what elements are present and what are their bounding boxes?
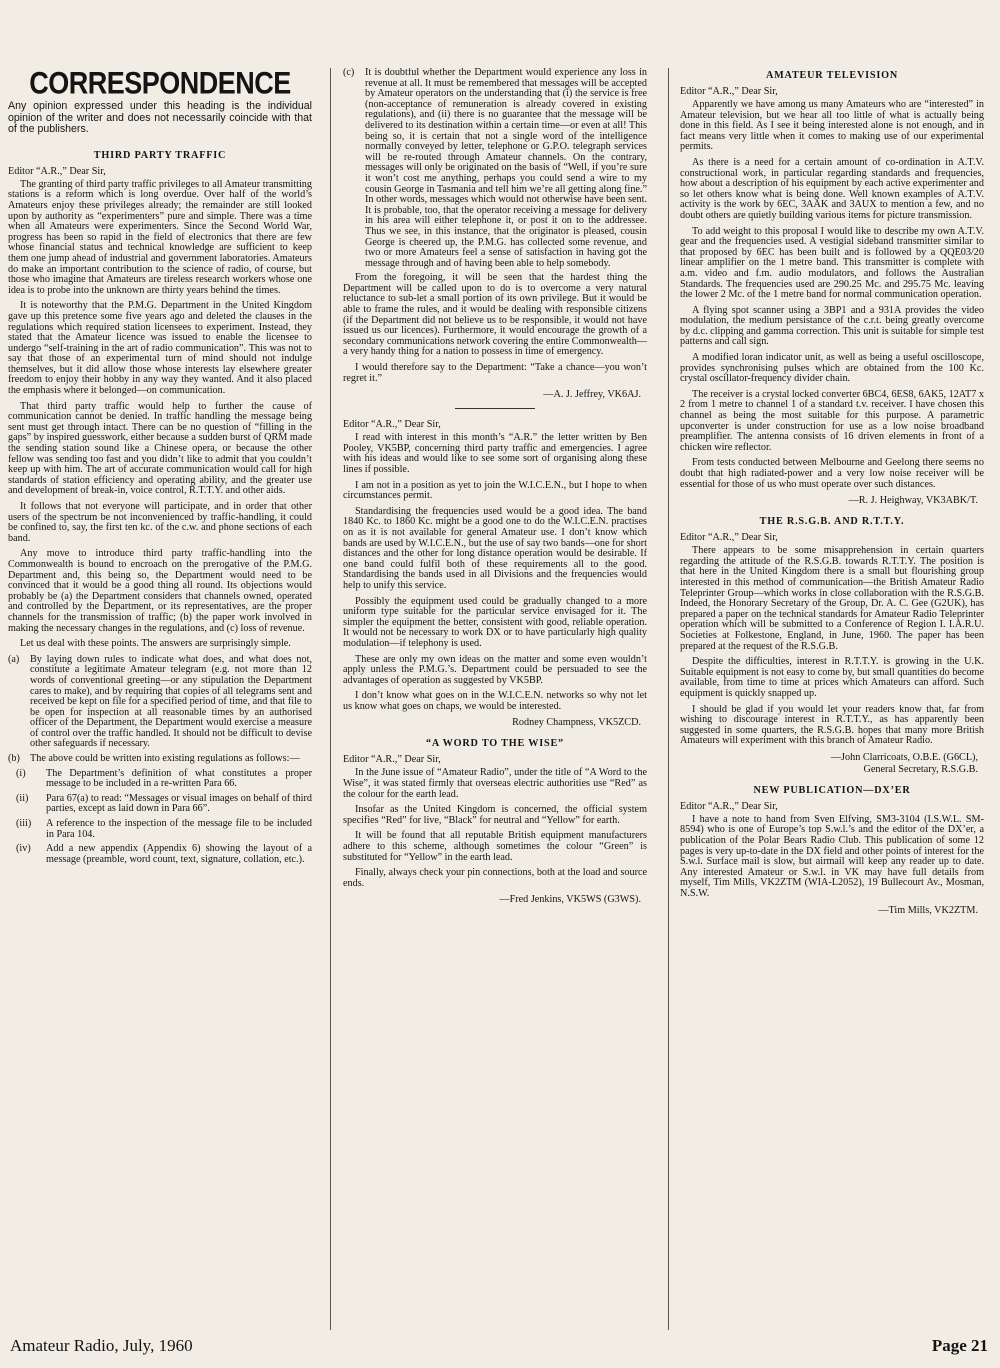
list-item — [16, 769, 312, 790]
paragraph: Finally, always check your pin connections, both at the load and source ends. — [343, 867, 647, 889]
list-label: (a) — [8, 653, 20, 665]
list-label: (i) — [16, 767, 26, 779]
list-text: Add a new appendix (Appendix 6) showing the layout of a message (preamble, word count, text, signature, collation, etc.). — [46, 843, 312, 865]
list-text: A reference to the inspection of the message file to be included in Para 104. — [46, 818, 312, 840]
list-text: By laying down rules to indicate what does, and what does not, constitute a legitimate Amateur telegram (e.g. not more than 12 words of conventional greeting—or any stipulation the Department cares to make), and by requiring that copies of all telegrams sent and received be kept on file for a specified period of time, and that file to be open for inspection at all reasonable times by an authorised officer of the Department, the Department would exercise a measure of control over the traffic handled. It should not be difficult to devise other safeguards if necessary. — [30, 653, 312, 750]
paragraph: These are only my own ideas on the matter and some even wouldn’t apply unless the P.M.G.’s. Department could be persuaded to see the advantages of operation as suggested by VK5BP. — [343, 653, 647, 686]
paragraph: Let us deal with these points. The answers are surprisingly simple. — [20, 638, 291, 650]
list-label: (b) — [8, 753, 20, 765]
paragraph: From tests conducted between Melbourne and Geelong there seems no doubt that high radiated-power and a very low noise receiver will be essential for those of us who must operate over such distances. — [680, 457, 984, 490]
letter-title: THE R.S.G.B. AND R.T.T.Y. — [759, 516, 905, 528]
list-item — [16, 819, 312, 840]
letter-title: NEW PUBLICATION—DX’ER — [753, 784, 911, 796]
paragraph: Standardising the frequencies used would be a good idea. The band 1840 Kc. to 1860 Kc. might be a good one to do the W.I.C.E.N. practises on as it is not available for general Amateur use. I don’t know which bands are used by W.I.C.E.N., but the use of say two bands—one for short distances and the other for long distance operation would be desirable. If one band could fulfil both of these requirements all to the good. Standardising the bands used in all Divisions and the frequencies would help to unify this service. — [343, 505, 647, 591]
letter-greeting: Editor “A.R.,” Dear Sir, — [680, 86, 778, 97]
paragraph: I would therefore say to the Department: “Take a chance—you won’t regret it.” — [343, 362, 647, 384]
list-label: (ii) — [16, 792, 29, 804]
letter-signature: —Fred Jenkins, VK5WS (G3WS). — [499, 894, 641, 906]
letter-greeting: Editor “A.R.,” Dear Sir, — [8, 165, 106, 177]
list-item — [8, 655, 312, 750]
column-right — [680, 68, 984, 1330]
paragraph: The receiver is a crystal locked converter 6BC4, 6ES8, 6AK5, 12AT7 x 2 from 1 metre to channel 1 of a standard t.v. receiver. I have chosen this channel as being the most suitable for this purpose. A parametric upconverter is under construction for use as a low noise broadband preamplifier. The antenna consists of 16 driven elements in front of a chicken wire reflector. — [680, 388, 984, 453]
paragraph: It follows that not everyone will participate, and in order that other users of the spectrum be not inconvenienced by traffic-handling, it could be confined to, say, the first ten kc. of the c.w. and phone sections of each band. — [8, 501, 312, 544]
list-label: (c) — [343, 68, 355, 78]
letter-title: AMATEUR TELEVISION — [765, 70, 899, 81]
letter-greeting: Editor “A.R.,” Dear Sir, — [343, 419, 441, 431]
paragraph: I have a note to hand from Sven Elfving, SM3-3104 (I.S.W.L. SM-8594) who is one of Europe’s top S.w.l.’s and the editor of the DX’er, a publication of the Polar Bears Radio Club. This publication of some 12 pages is very up-to-date in the DX field and other points of interest for the S.w.l. Surface mail is slow, but airmail will keep any reader up to date. Any interested Amateur or S.w.l. in VK may have full details from myself, Tim Mills, VK2ZTM (WIA-L2052), 19 Bullecourt Av., Mosman, N.S.W. — [680, 813, 984, 900]
list-text: Para 67(a) to read: “Messages or visual images on behalf of third parties, except as laid down in Para 66”. — [46, 792, 312, 815]
paragraph: It is noteworthy that the P.M.G. Department in the United Kingdom gave up this pretence some five years ago and deleted the clauses in the regulations which required station licensees to experiment. Instead, they stated that the Amateur licence was issued to enable the licensee to undergo “self-training in the art of radio communication”. This was not to say that those of an experimental turn of mind should not indulge themselves, but it did allow those whose interests lay elsewhere greater freedom to enjoy their hobby in any way they wanted. And it also placed the emphasis where it belonged—on communication. — [8, 300, 312, 397]
paragraph: Any move to introduce third party traffic-handling into the Commonwealth is bound to encroach on the prerogative of the P.M.G. Department and, this being so, the Department would need to be convinced that it would be a good thing all round. Its objections would probably be (a) the Department considers that channels owned, operated and controlled by the Department, or its representatives, are the proper channels for the transmission of traffic; (b) the paper work involved in making the necessary changes in the regulations, and (c) loss of revenue. — [8, 548, 312, 634]
letter-title: THIRD PARTY TRAFFIC — [93, 149, 227, 161]
letter-signature: General Secretary, R.S.G.B. — [863, 763, 978, 775]
paragraph: A flying spot scanner using a 3BP1 and a 931A provides the video modulation, the medium persistance of the c.r.t. being greatly overcome by d.c. clipping and gamma correction. This unit is suitable for simple test patterns and call sign. — [680, 304, 984, 348]
paragraph: I read with interest in this month’s “A.R.” the letter written by Ben Pooley, VK5BP, concerning third party traffic and emergencies. I agree with his ideas and would like to see some sort of organising along these lines if possible. — [343, 432, 647, 475]
column-divider — [668, 68, 669, 1330]
paragraph: Despite the difficulties, interest in R.T.T.Y. is growing in the U.K. Suitable equipment is not easy to come by, but small quantities do become available, from time to time at prices which Amateurs can afford. Such equipment is quickly snapped up. — [680, 656, 984, 699]
paragraph: To add weight to this proposal I would like to describe my own A.T.V. gear and the frequencies used. A vestigial sideband transmitter similar to that proposed by 6EC has been built and is followed by a QQE03/20 linear amplifier on the 1 metre band. This transmitter is complete with a.m. video and f.m. audio modulators, and follows the Australian Standards. The frequencies used are 290.25 Mc. and 295.75 Mc. leaving the lower 2 Mc. of the 1 metre band for normal communication operation. — [680, 225, 984, 301]
column-left — [8, 68, 312, 1330]
divider-rule — [455, 408, 535, 409]
paragraph: As there is a need for a certain amount of co-ordination in A.T.V. constructional work, in particular regarding standards and frequencies, how about a description of his equipment by each active experimenter and so let others know what is being done. Well known examples of A.T.V. activity is the work by 6EC, 3AAK and 3AUX to mention a few, and no doubt others are quietly building various items for picture transmission. — [680, 156, 984, 221]
paragraph: A modified loran indicator unit, as well as being a useful oscilloscope, provides synchronising pulses which are obtained from the 100 Kc. crystal oscillator-frequency divider chain. — [680, 352, 984, 385]
list-item — [16, 794, 312, 815]
paragraph: I am not in a position as yet to join the W.I.C.E.N., but I hope to when circumstances permit. — [343, 479, 647, 502]
footer-page-number: Page 21 — [931, 1336, 988, 1355]
paragraph: I don’t know what goes on in the W.I.C.E.N. networks so why not let us know what goes on chaps, we would be interested. — [343, 690, 647, 712]
footer-publication: Amateur Radio, July, 1960 — [10, 1336, 193, 1355]
list-label: (iv) — [16, 843, 31, 855]
list-item — [16, 844, 312, 865]
paragraph: I should be glad if you would let your readers know that, far from wishing to discourage interest in R.T.T.Y., as has apparently been suggested in some quarters, the R.S.G.B. hopes that many more British Amateurs will experiment with this branch of Amateur Radio. — [680, 703, 984, 747]
letter-title: “A WORD TO THE WISE” — [426, 738, 564, 750]
paragraph: Apparently we have among us many Amateurs who are “interested” in Amateur television, but we hear all too little of what is actually being done in this field. As I see it being interested alone is not enough, and in fact means very little when it comes to making use of our experimental permits. — [680, 99, 984, 153]
editorial-disclaimer: Any opinion expressed under this heading is the individual opinion of the writer and does not necessarily coincide with that of the publishers. — [8, 100, 312, 136]
letter-signature: —A. J. Jeffrey, VK6AJ. — [543, 389, 641, 401]
letter-signature: —R. J. Heighway, VK3ABK/T. — [848, 495, 978, 507]
list-item — [343, 68, 647, 269]
paragraph: That third party traffic would help to further the cause of communication cannot be denied. In traffic handling the message being sent must get through intact. There can be no question of “filling in the gaps” by inspired guesswork, either because a sudden burst of QRM made the sending station sound like a Chinese opera, or because the other fellow was sending too fast and you didn’t like to admit that you couldn’t keep up with him. The art of accurate communication would call for high standards of station efficiency and operating ability, and the greater use and development of break-in, voice control, R.T.T.Y. and other aids. — [8, 400, 312, 497]
letter-greeting: Editor “A.R.,” Dear Sir, — [680, 800, 778, 812]
list-label: (iii) — [16, 818, 32, 830]
letter-signature: —John Clarricoats, O.B.E. (G6CL), — [830, 751, 978, 763]
paragraph: From the foregoing, it will be seen that the hardest thing the Department will be called upon to do is to overcome a very natural reluctance to sub-let a small portion of its own privilege. But it would be able to frame the rules, and it would be dealing with responsible citizens (if the Department did not believe us to be responsible, it would not have issued us our licences). Furthermore, it would encourage the growth of a secondary communications network covering the entire Commonwealth—a very handy thing for a nation to possess in time of emergency. — [343, 272, 647, 358]
list-text: The Department’s definition of what constitutes a proper message to be included in a re-written Para 66. — [46, 767, 312, 790]
letter-signature: Rodney Champness, VK5ZCD. — [512, 717, 641, 729]
paragraph: Possibly the equipment used could be gradually changed to a more uniform type suitable for the particular service envisaged for it. The simpler the equipment the better, consistent with good, reliable operation. It would not be necessary to work DX or to have particularly high quality modulation—if telephony is used. — [343, 595, 647, 649]
list-text: It is doubtful whether the Department would experience any loss in revenue at all. It must be remembered that messages will be accepted by Amateur operators on the understanding that (i) the service is free (non-acceptance of remuneration is already covered in existing regulations), and (ii) there is no guarantee that the message will be delivered to its destination within a certain time—or even at all! This being so, it is certain that not a single word of the intelligence normally conveyed by letter, telephone or G.P.O. telegraph services will be re-routed through Amateur channels. On the contrary, messages will only be originated on the basis of “Well, if you’re sure it won’t cost me anything, perhaps you could send a wire to my cousin George in Tasmania and tell him we’re all getting along fine.” In other words, messages which would not otherwise have been sent. It is probable, too, that the operator receiving a message for delivery in his area will either telephone it, or post it on to the addressee. Thus we see, in this instance, that the originator is pleased, cousin George is cheered up, the P.M.G. has collected some revenue, and two or more Amateurs feel a sense of satisfaction in having got the message through and of having been able to help somebody. — [365, 68, 647, 269]
paragraph: There appears to be some misapprehension in certain quarters regarding the attitude of the R.S.G.B. towards R.T.T.Y. The position is that here in the United Kingdom there is a small but flourishing group interested in this method of communication—the British Amateur Radio Teleprinter Group—which works in close collaboration with the R.S.G.B. Indeed, the Honorary Secretary of the Group, Dr. A. C. Gee (G2UK), has prepared a paper on the technical standards for Amateur Radio Teleprinter operation which will be submitted to a Conference of Region I. I.A.R.U. Societies at Folkestone, England, in June, 1960. The paper has been prepared at the request of the R.S.G.B. — [680, 545, 984, 652]
column-middle — [343, 68, 647, 1330]
paragraph: In the June issue of “Amateur Radio”, under the title of “A Word to the Wise”, it was stated firmly that overseas electric authorities use “Red” as the colour for the earth lead. — [343, 767, 647, 800]
letter-greeting: Editor “A.R.,” Dear Sir, — [343, 754, 441, 766]
paragraph: It will be found that all reputable British equipment manufacturers adhere to this scheme, although sometimes the colour “Green” is substituted for “Yellow” in the earth lead. — [343, 830, 647, 863]
letter-greeting: Editor “A.R.,” Dear Sir, — [680, 532, 778, 544]
paragraph: The granting of third party traffic privileges to all Amateur transmitting stations is a reform which is long overdue. Over half of the world’s Amateurs enjoy these privileges already; the remainder are still looked upon by authority as “experimenters” pure and simple. There was a time when all Amateurs were experimenters. Since the Second World War, progress has been so rapid in the field of electronics that there are few whose financial status and technical knowledge are sufficient to keep them one jump ahead of industrial and government laboratories. Amateurs do make an important contribution to the science of radio, of course, but those who imagine that Amateurs are tireless research workers whose one idea is to probe into the unknown are thirty years behind the times. — [8, 178, 312, 296]
list-text: The above could be written into existing regulations as follows:— — [30, 753, 300, 765]
list-item — [8, 754, 312, 765]
letter-signature: —Tim Mills, VK2ZTM. — [878, 904, 978, 916]
section-heading: CORRESPONDENCE — [29, 68, 291, 101]
paragraph: Insofar as the United Kingdom is concerned, the official system specifies “Red” for live, “Black” for neutral and “Yellow” for earth. — [343, 804, 647, 826]
column-divider — [330, 68, 331, 1330]
